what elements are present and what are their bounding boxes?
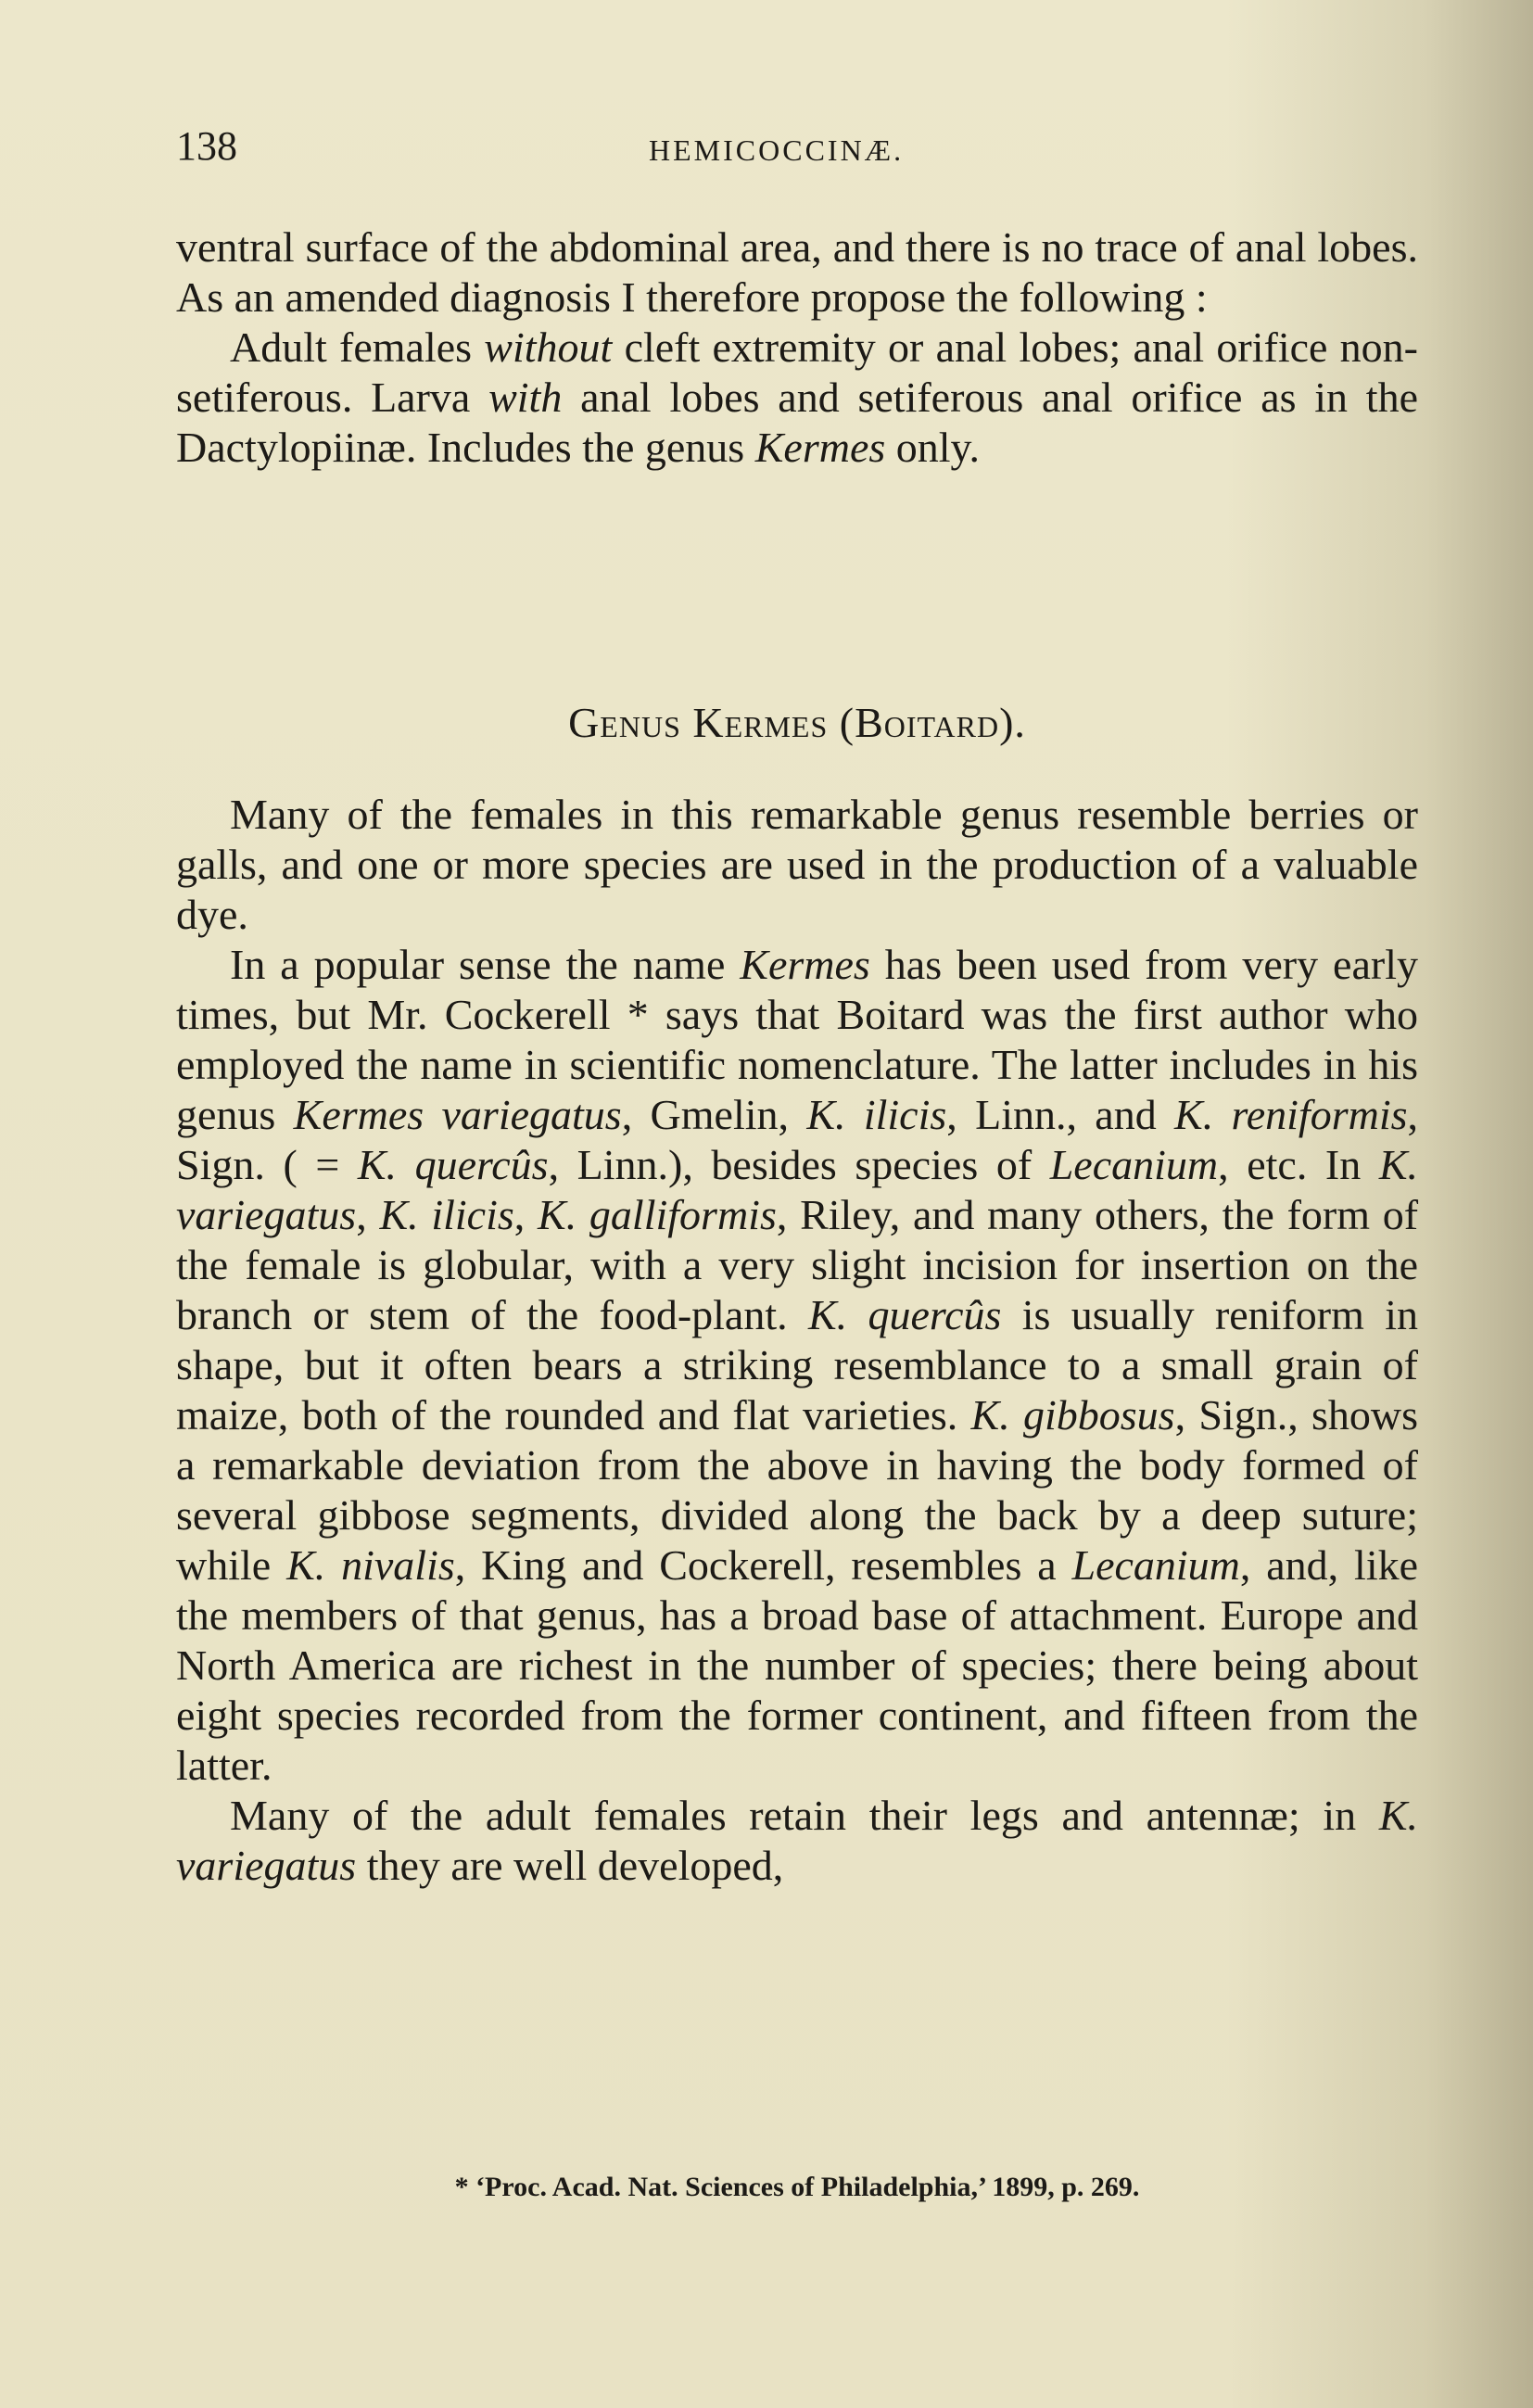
italic-run: Kermes [740,941,870,988]
text-run: , Sign., shows a remarkable deviation from the above in having the body formed of several gibbose segments, divided along the back by a deep suture; while [176,1391,1419,1589]
text-run: only. [885,424,981,471]
italic-run: K. quercûs [357,1141,549,1188]
main-paragraph-2 [176,940,1418,1791]
main-text [176,790,1418,1891]
text-run: , Gmelin, [621,1091,807,1138]
page-header [176,119,1418,174]
italic-run: Lecanium [1049,1141,1219,1188]
italic-run: Kermes [754,424,886,471]
main-paragraph-3 [176,1791,1418,1891]
text-run: , and, like the members of that genus, has a broad base of attachment. Europe and North America are richest in the number of species; there being about eight species recorded from the former continent, and fifteen from the latter. [176,1541,1419,1789]
main-paragraph-1: Many of the females in this remarkable genus resemble berries or galls, and one or more species are used in the production of a valuable dye. [176,791,1418,938]
text-run: , etc. In [1218,1141,1379,1188]
italic-run: K. variegatus [176,1792,1418,1889]
text-run: In a popular sense the name [230,941,741,988]
italic-run: K. nivalis [286,1541,455,1589]
italic-run: without [484,323,613,371]
italic-run: K. galliformis [538,1191,777,1238]
text-run: , Sign. ( = [176,1091,1419,1188]
text-run: , King and Cockerell, resembles a [454,1541,1072,1589]
text-run: , Riley, and many others, the form of the female is globular, with a very slight incision for insertion on the branch or stem of the food-plant. [176,1191,1419,1338]
text-run: , [513,1191,538,1238]
text-run: has been used from very early times, but Mr. Cockerell * says that Boitard was the first author who employed the name in scientific nomenclature. The latter includes in his genus [176,941,1418,1138]
italic-run: Kermes variegatus [293,1091,622,1138]
text-run: , Linn., and [946,1091,1175,1138]
page-number: 138 [176,123,237,169]
italic-run: with [488,374,563,421]
intro-text [176,222,1418,473]
footnote: * ‘Proc. Acad. Nat. Sciences of Philadelphia,’ 1899, p. 269. [454,2172,1140,2202]
intro-paragraph-1: ventral surface of the abdominal area, and there is no trace of anal lobes. As an amended diagnosis I therefore propose the following : [176,223,1418,321]
text-run: Many of the adult females retain their legs and antennæ; in [230,1792,1379,1839]
italic-run: K. variegatus [176,1141,1418,1238]
text-run: they are well developed, [356,1842,784,1889]
text-run: Adult females [230,323,485,371]
italic-run: K. gibbosus [970,1391,1175,1438]
intro-paragraph-2 [176,323,1418,473]
section-heading: Genus Kermes (Boitard). [568,699,1026,746]
italic-run: K. ilicis [379,1191,514,1238]
italic-run: K. quercûs [807,1291,1002,1338]
italic-run: K. ilicis [806,1091,947,1138]
running-head: HEMICOCCINÆ. [649,133,905,167]
text-run: cleft extremity or anal lobes; anal orifice non-setiferous. Larva [176,323,1419,421]
text-run: , [356,1191,380,1238]
italic-run: K. reniformis [1174,1091,1408,1138]
text-run: is usually reniform in shape, but it often bears a striking resemblance to a small grain of maize, both of the rounded and flat varieties. [176,1291,1418,1438]
italic-run: Lecanium [1071,1541,1240,1589]
text-run: , Linn.), besides species of [548,1141,1050,1188]
text-run: anal lobes and setiferous anal orifice as in the Dactylopiinæ. Includes the genus [176,374,1418,471]
